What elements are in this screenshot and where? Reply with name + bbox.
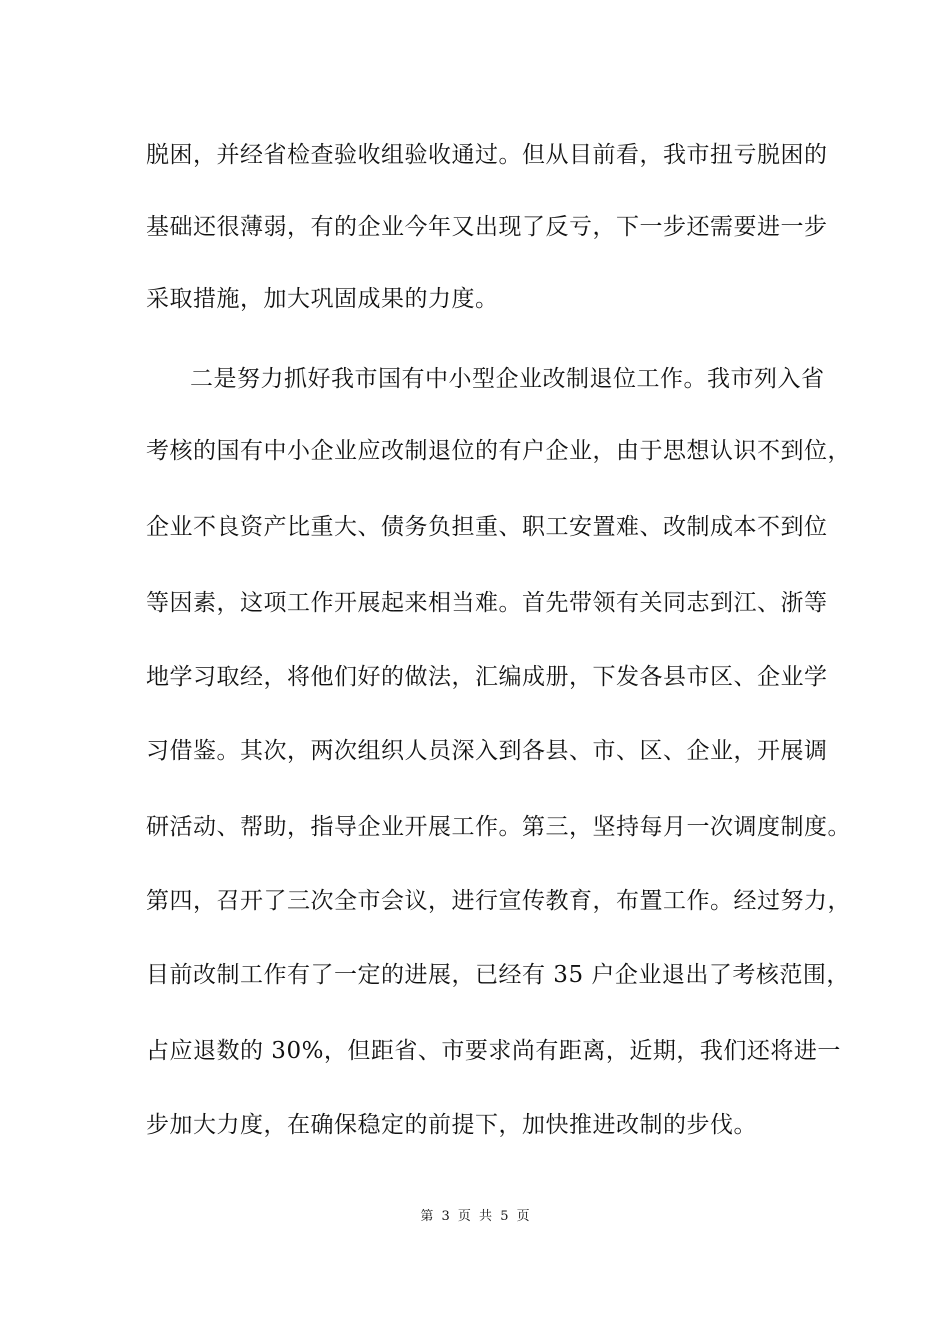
text-line-8: 地学习取经，将他们好的做法，汇编成册，下发各县市区、企业学 xyxy=(146,664,828,690)
text-line-14: 步加大力度，在确保稳定的前提下，加快推进改制的步伐。 xyxy=(146,1112,757,1138)
text-line-5: 考核的国有中小企业应改制退位的有户企业，由于思想认识不到位， xyxy=(146,438,851,464)
text-line-11: 第四，召开了三次全市会议，进行宣传教育，布置工作。经过努力， xyxy=(146,888,851,914)
text-line-13: 占应退数的 30%，但距省、市要求尚有距离，近期，我们还将进一 xyxy=(146,1038,841,1064)
text-line-3: 采取措施，加大巩固成果的力度。 xyxy=(146,286,499,312)
text-line-9: 习借鉴。其次，两次组织人员深入到各县、市、区、企业，开展调 xyxy=(146,738,828,764)
page-number-footer: 第 3 页 共 5 页 xyxy=(420,1209,530,1224)
text-line-7: 等因素，这项工作开展起来相当难。首先带领有关同志到江、浙等 xyxy=(146,590,828,616)
text-line-2: 基础还很薄弱，有的企业今年又出现了反亏，下一步还需要进一步 xyxy=(146,214,828,240)
text-line-10: 研活动、帮助，指导企业开展工作。第三，坚持每月一次调度制度。 xyxy=(146,814,851,840)
text-line-6: 企业不良资产比重大、债务负担重、职工安置难、改制成本不到位 xyxy=(146,514,828,540)
text-line-1: 脱困，并经省检查验收组验收通过。但从目前看，我市扭亏脱困的 xyxy=(146,142,828,168)
paragraph-start-line: 二是努力抓好我市国有中小型企业改制退位工作。我市列入省 xyxy=(190,366,825,392)
text-line-12: 目前改制工作有了一定的进展，已经有 35 户企业退出了考核范围， xyxy=(146,962,850,988)
